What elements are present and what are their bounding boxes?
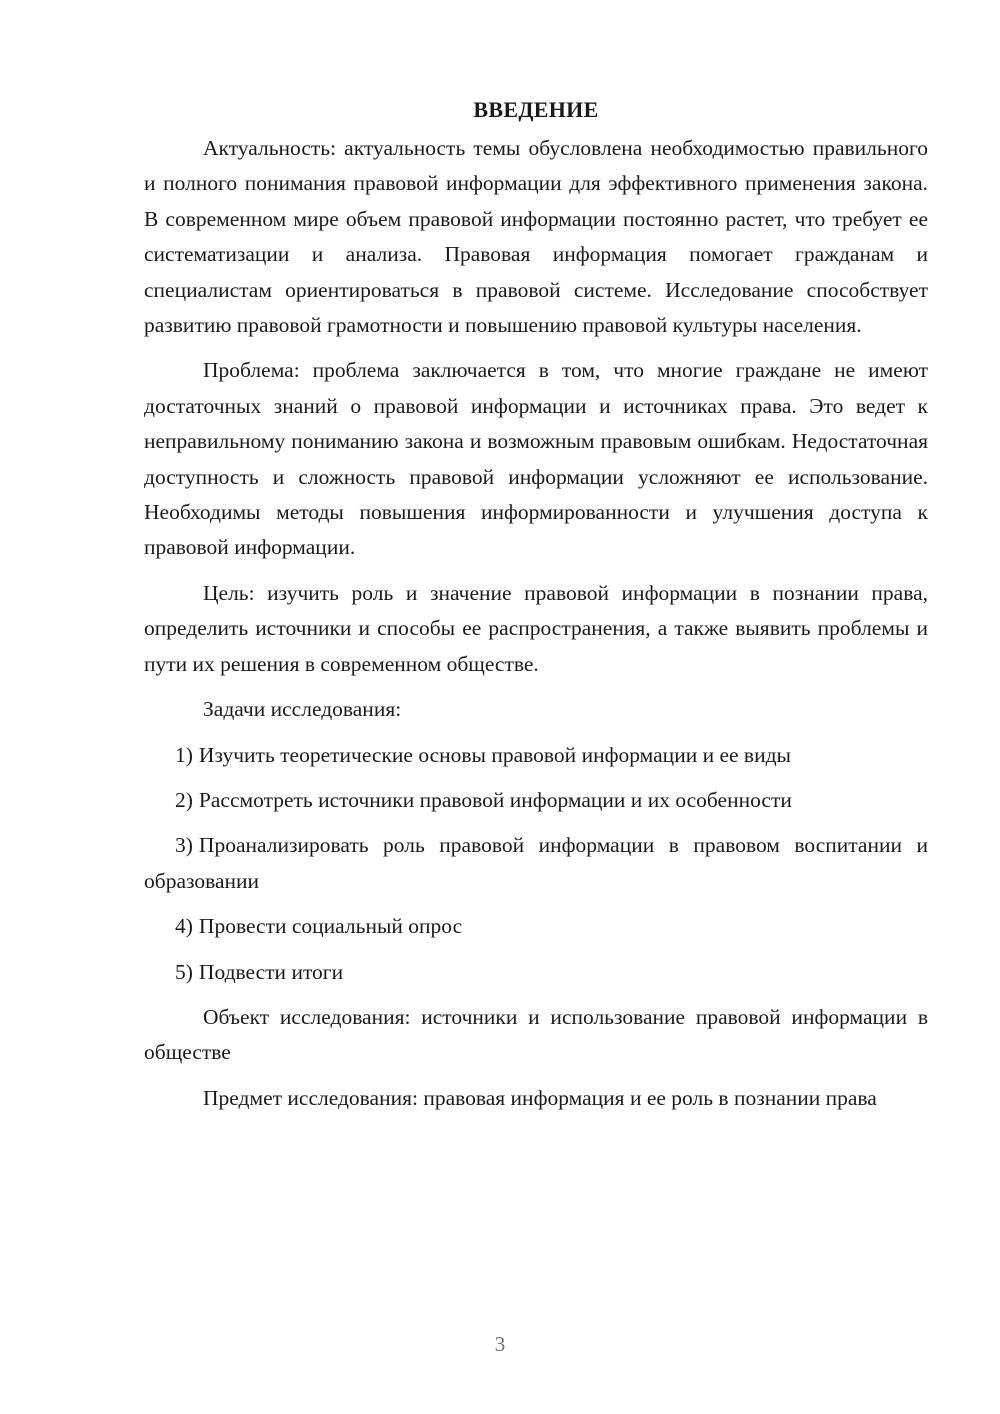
task-text: Подвести итоги [198,959,344,984]
task-item [144,955,928,990]
task-number: 1) [175,742,193,767]
task-number: 5) [175,959,193,984]
subject-paragraph: Предмет исследования: правовая информация и ее роль в познании права [203,1085,877,1110]
goal-paragraph: Цель: изучить роль и значение правовой информации в познании права, определить источники и способы ее распространения, а также выявить проблемы и пути их решения в современном обществе. [144,580,928,676]
page-content [144,92,928,1126]
task-number: 3) [175,833,193,858]
tasks-list [144,738,928,990]
task-item [144,909,928,944]
task-text: Изучить теоретические основы правовой информации и ее виды [198,742,791,767]
relevance-paragraph: Актуальность: актуальность темы обусловлена необходимостью правильного и полного понимания правовой информации для эффективного применения закона. В современном мире объем правовой информации постоянно растет, что требует ее систематизации и анализа. Правовая информация помогает гражданам и специалистам ориентироваться в правовой системе. Исследование способствует развитию правовой грамотности и повышению правовой культуры населения. [144,136,928,338]
tasks-heading: Задачи исследования: [203,697,402,722]
task-number: 4) [175,914,193,939]
task-text: Проанализировать роль правовой информации в правовом воспитании и образовании [144,833,928,893]
task-item [144,828,928,899]
page-title: ВВЕДЕНИЕ [473,97,599,122]
task-item [144,783,928,818]
task-text: Рассмотреть источники правовой информации и их особенности [198,787,792,812]
problem-paragraph: Проблема: проблема заключается в том, что многие граждане не имеют достаточных знаний о правовой информации и источниках права. Это ведет к неправильному пониманию закона и возможным правовым ошибкам. Недостаточная доступность и сложность правовой информации усложняют ее использование. Необходимы методы повышения информированности и улучшения доступа к правовой информации. [144,358,928,560]
object-paragraph: Объект исследования: источники и использование правовой информации в обществе [144,1004,928,1065]
task-text: Провести социальный опрос [198,914,463,939]
task-item [144,738,928,773]
task-number: 2) [175,787,193,812]
page-number: 3 [494,1332,506,1356]
